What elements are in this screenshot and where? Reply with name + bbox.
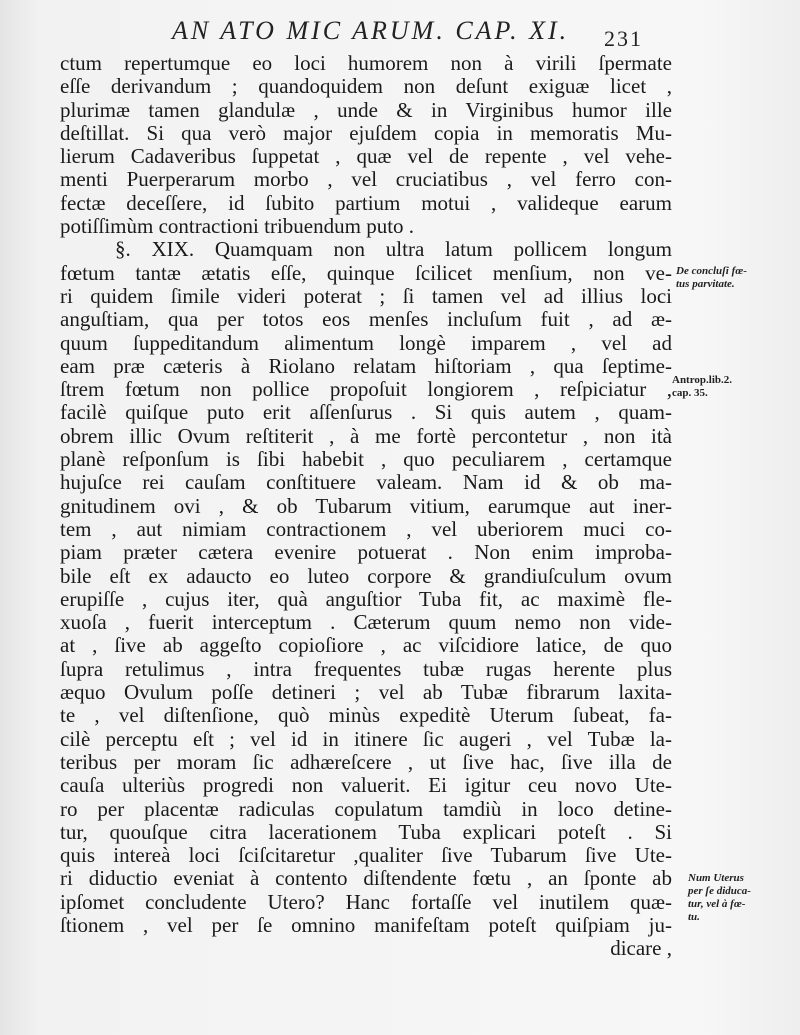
text-line: lierum Cadaveribus ſuppetat , quæ vel de repente , vel vehe-	[60, 145, 672, 169]
text-line: planè reſponſum is ſibi habebit , quo peculiarem , certamque	[60, 448, 672, 472]
text-line: cauſa ulteriùs progredi non valuerit. Ei igitur ceu novo Ute-	[60, 774, 672, 798]
text-line: at , ſive ab aggeſto copioſiore , ac viſcidiore latice, de quo	[60, 634, 672, 658]
margin-note-line: tu.	[688, 911, 700, 923]
text-line: xuoſa , fuerit interceptum . Cæterum quum nemo non vide-	[60, 611, 672, 635]
text-line: menti Puerperarum morbo , vel cruciatibus , vel ferro con-	[60, 168, 672, 192]
margin-note-line: tur, vel à fœ-	[688, 898, 746, 910]
margin-note-line: Antrop.lib.2.	[672, 374, 733, 386]
margin-note-line: per ſe diduca-	[688, 885, 751, 897]
margin-note-uterus	[688, 872, 751, 924]
page-header	[0, 14, 800, 51]
text-line: te , vel diſtenſione, quò minùs expeditè Uterum ſubeat, fa-	[60, 704, 672, 728]
text-line: ſtrem fœtum non pollice propoſuit longiorem , reſpiciatur ,	[60, 378, 672, 402]
body-text	[60, 52, 672, 961]
text-line: piam præter cætera evenire potuerat . Non enim improba-	[60, 541, 672, 565]
text-line: ſtionem , vel per ſe omnino manifeſtam poteſt quiſpiam ju-	[60, 913, 672, 937]
text-line: bile eſt ex adaucto eo luteo corpore & grandiuſculum ovum	[60, 564, 672, 588]
text-line: deſtillat. Si qua verò major ejuſdem copia in memoratis Mu-	[60, 121, 672, 145]
margin-note-line: tus parvitate.	[676, 278, 735, 290]
text-line: æquo Ovulum poſſe detineri ; vel ab Tubæ fibrarum laxita-	[60, 681, 672, 705]
text-line: ſupra retulimus , intra frequentes tubæ rugas herente plus	[60, 657, 672, 681]
text-line: eam præ cæteris à Riolano relatam hiſtoriam , qua ſeptime-	[60, 354, 672, 378]
text-line: ri quidem ſimile videri poterat ; ſi tamen vel ad illius loci	[60, 284, 672, 308]
text-line: quum ſuppeditandum alimentum longè imparem , vel ad	[60, 331, 672, 355]
text-line: quis intereà loci ſciſcitaretur ,qualiter ſive Tubarum ſive Ute-	[60, 844, 672, 868]
text-line: gnitudinem ovi , & ob Tubarum vitium, earumque aut iner-	[60, 494, 672, 518]
running-head: AN ATO MIC ARUM. CAP. XI.	[172, 16, 570, 45]
text-line: potiſſimùm contractioni tribuendum puto .	[60, 215, 415, 239]
text-line: hujuſce rei cauſam conſtituere valeam. Nam id & ob ma-	[60, 471, 672, 495]
text-line: ctum repertumque eo loci humorem non à virili ſpermate	[60, 52, 672, 75]
margin-note-line: De concluſi fœ-	[676, 265, 747, 277]
text-line: ro per placentæ radiculas copulatum tamdiù in loco detine-	[60, 797, 672, 821]
text-line: eſſe derivandum ; quandoquidem non deſunt exiguæ licet ,	[60, 75, 672, 99]
text-line: anguſtiam, qua per totos eos menſes incluſum fuit , ad æ-	[60, 308, 672, 332]
margin-note-citation	[672, 374, 732, 400]
text-line: fœtum tantæ ætatis eſſe, quinque ſcilicet menſium, non ve-	[60, 261, 672, 285]
text-line: obrem illic Ovum reſtiterit , à me fortè percontetur , non ità	[60, 424, 672, 448]
margin-note-line: Num Uterus	[688, 872, 744, 884]
text-line: tur, quouſque citra lacerationem Tuba explicari poteſt . Si	[60, 820, 672, 844]
text-line: tem , aut nimiam contractionem , vel uberiorem muci co-	[60, 517, 672, 541]
section-heading-line: §. XIX. Quamquam non ultra latum pollicem longum	[115, 238, 672, 262]
text-line: teribus per moram ſic adhæreſcere , ut ſive hac, ſive illa de	[60, 750, 672, 774]
text-line: cilè perceptu eſt ; vel id in itinere ſic augeri , vel Tubæ la-	[60, 727, 672, 751]
text-line: dicare ,	[610, 937, 672, 961]
text-line: plurimæ tamen glandulæ , unde & in Virginibus humor ille	[60, 98, 672, 122]
margin-note-fetus-size	[676, 265, 747, 291]
text-line: ri diductio eveniat à contento diſtendente fœtu , an ſponte ab	[60, 867, 672, 891]
text-line: fectæ deceſſere, id ſubito partium motui , valideque earum	[60, 191, 672, 215]
text-line: erupiſſe , cujus iter, quà anguſtior Tuba fit, ac maximè fle-	[60, 587, 672, 611]
text-line: ipſomet concludente Utero? Hanc fortaſſe vel inutilem quæ-	[60, 890, 672, 914]
page-number: 231	[604, 26, 643, 51]
margin-note-line: cap. 35.	[672, 387, 708, 399]
text-line: facilè quiſque puto erit aſſenſurus . Si quis autem , quam-	[60, 401, 672, 425]
